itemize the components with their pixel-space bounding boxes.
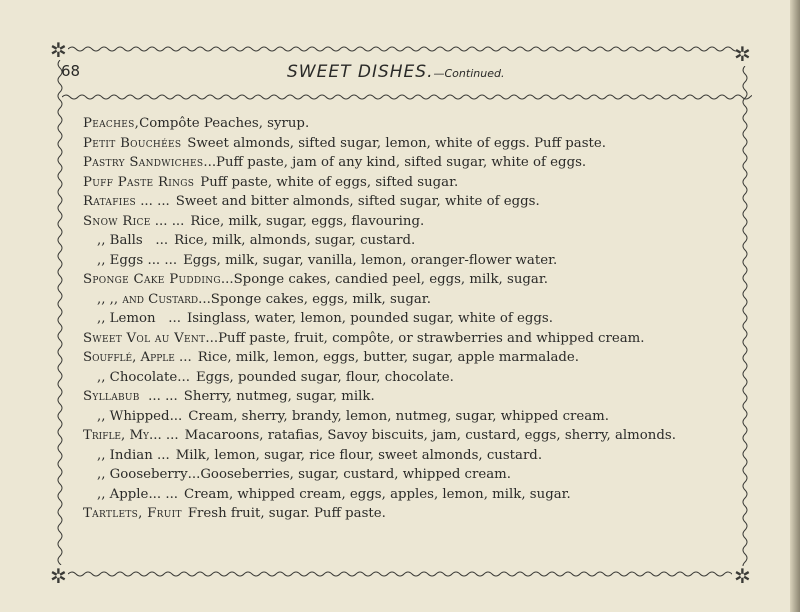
list-item	[83, 387, 753, 407]
entry-leader-dots: ... ...	[135, 194, 170, 209]
left-wavy-border	[55, 60, 65, 565]
list-item	[83, 309, 753, 329]
entry-leader-dots: ... ...	[148, 486, 179, 502]
list-item	[83, 504, 753, 524]
entry-leader-dots: ... ...	[143, 252, 178, 268]
entry-description: Rice, milk, almonds, sugar, custard.	[174, 233, 416, 248]
entry-leader-dots: ...	[152, 447, 170, 463]
entry-description: Fresh fruit, sugar. Puff paste.	[187, 506, 386, 521]
list-item	[83, 231, 753, 251]
entry-leader-dots: ...	[198, 291, 211, 307]
page-header	[55, 62, 745, 86]
list-item	[83, 212, 753, 232]
list-item	[83, 368, 753, 388]
entry-description: Sherry, nutmeg, sugar, milk.	[183, 389, 375, 404]
recipe-list	[83, 114, 753, 524]
entry-term: ,, Gooseberry	[97, 467, 188, 482]
entry-term: ,, Eggs	[97, 252, 144, 268]
entry-description: Sweet and bitter almonds, sifted sugar, white of eggs.	[175, 194, 540, 209]
entry-description: Macaroons, ratafias, Savoy biscuits, jam, custard, eggs, sherry, almonds.	[184, 428, 676, 443]
entry-leader-dots: ... ...	[150, 213, 185, 229]
entry-description: Isinglass, water, lemon, pounded sugar, white of eggs.	[186, 311, 553, 326]
entry-term: Sweet Vol au Vent	[83, 330, 206, 346]
entry-term: Ratafies	[83, 194, 136, 209]
header-wavy-border	[62, 92, 752, 102]
list-item	[83, 465, 753, 485]
entry-description: Gooseberries, sugar, custard, whipped cream.	[200, 467, 511, 482]
entry-description: Eggs, milk, sugar, vanilla, lemon, oranger-flower water.	[183, 252, 558, 268]
list-item	[83, 153, 753, 173]
page-number: 68	[61, 62, 81, 80]
entry-leader-dots: ...	[169, 408, 183, 424]
list-item	[83, 348, 753, 368]
corner-ornament-icon: ✲	[50, 38, 67, 62]
entry-leader-dots: ... ...	[139, 389, 178, 404]
list-item	[83, 290, 753, 310]
entry-term: ,, Lemon	[97, 311, 156, 326]
entry-description: Rice, milk, sugar, eggs, flavouring.	[190, 213, 425, 229]
entry-leader-dots: ...	[220, 272, 234, 287]
entry-leader-dots: ...	[142, 233, 169, 248]
entry-term: Petit Bouchées	[83, 135, 182, 151]
entry-leader-dots: ... ...	[149, 428, 179, 443]
list-item	[83, 446, 753, 466]
page-edge-shadow	[790, 0, 800, 612]
bottom-wavy-border	[68, 569, 732, 579]
entry-term: Puff Paste Rings	[83, 174, 195, 190]
corner-ornament-icon: ✲	[50, 564, 67, 588]
list-item	[83, 329, 753, 349]
entry-description: Sponge cakes, candied peel, eggs, milk, sugar.	[233, 272, 548, 287]
entry-description: Puff paste, jam of any kind, sifted sugar, white of eggs.	[216, 155, 587, 170]
entry-term: Peaches,	[83, 116, 140, 131]
entry-term: ,, Indian	[97, 447, 153, 463]
entry-description	[309, 114, 315, 134]
list-item	[83, 270, 753, 290]
entry-term: ,, ,, and Custard	[97, 291, 199, 307]
entry-description: Cream, sherry, brandy, lemon, nutmeg, sugar, whipped cream.	[188, 408, 609, 424]
entry-leader-dots: ...	[203, 155, 217, 170]
corner-ornament-icon: ✲	[734, 42, 751, 66]
entry-term: Trifle, My	[83, 428, 150, 443]
entry-term: ,, Chocolate	[97, 369, 178, 385]
entry-term: Soufflé, Apple	[83, 350, 175, 365]
entry-leader-dots: ...	[205, 330, 219, 346]
entry-leader-dots: ...	[187, 467, 201, 482]
corner-ornament-icon: ✲	[734, 564, 751, 588]
entry-description: Sweet almonds, sifted sugar, lemon, white of eggs. Puff paste.	[187, 135, 606, 151]
list-item	[83, 251, 753, 271]
list-item	[83, 426, 753, 446]
entry-term: Pastry Sandwiches	[83, 155, 204, 170]
entry-term: ,, Apple	[97, 486, 149, 502]
list-item	[83, 114, 753, 134]
entry-leader-dots: ...	[177, 369, 190, 385]
entry-description: Sponge cakes, eggs, milk, sugar.	[210, 291, 431, 307]
entry-term: Snow Rice	[83, 213, 151, 229]
entry-description: Puff paste, white of eggs, sifted sugar.	[200, 174, 459, 190]
list-item	[83, 407, 753, 427]
page-title: SWEET DISHES.—Continued.	[287, 62, 505, 82]
entry-description: Eggs, pounded sugar, flour, chocolate.	[195, 369, 454, 385]
entry-term: ,, Balls	[97, 233, 143, 248]
entry-term: Tartlets, Fruit	[83, 506, 182, 521]
list-item	[83, 192, 753, 212]
list-item	[83, 173, 753, 193]
entry-term: Syllabub	[83, 389, 140, 404]
entry-description: Cream, whipped cream, eggs, apples, lemon, milk, sugar.	[184, 486, 571, 502]
page-title-subtitle: —Continued.	[433, 67, 505, 80]
entry-leader-dots: ...	[174, 350, 192, 365]
entry-term: ,, Whipped	[97, 408, 170, 424]
entry-description: Rice, milk, lemon, eggs, butter, sugar, apple marmalade.	[197, 350, 580, 365]
top-wavy-border	[68, 44, 736, 54]
list-item	[83, 485, 753, 505]
entry-term: Sponge Cake Pudding	[83, 272, 221, 287]
entry-term-rest: Compôte Peaches, syrup.	[139, 116, 310, 131]
entry-leader-dots: ...	[155, 311, 181, 326]
list-item	[83, 134, 753, 154]
entry-description: Puff paste, fruit, compôte, or strawberries and whipped cream.	[218, 330, 645, 346]
entry-description: Milk, lemon, sugar, rice flour, sweet almonds, custard.	[175, 447, 543, 463]
